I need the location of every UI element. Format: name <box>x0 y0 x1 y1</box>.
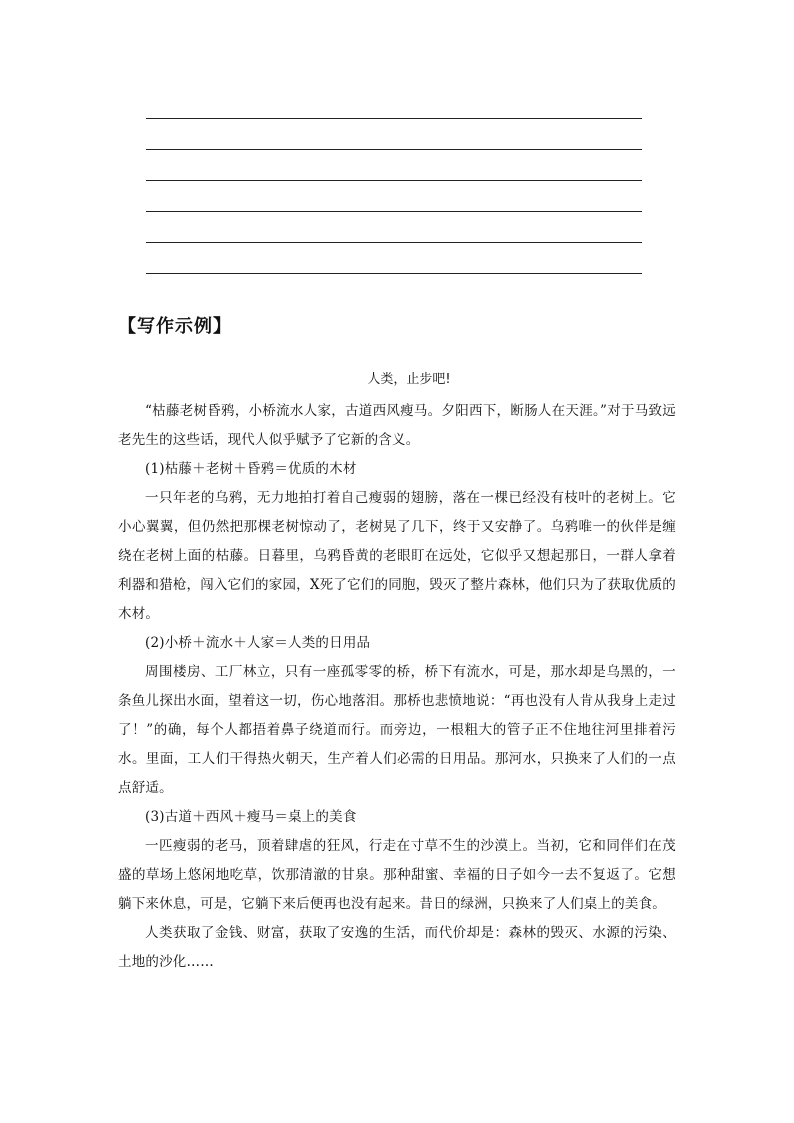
writing-line <box>146 118 642 119</box>
section-2-heading: (2)小桥＋流水＋人家＝人类的日用品 <box>145 635 371 651</box>
section-1-paragraph: 一只年老的乌鸦，无力地拍打着自己瘦弱的翅膀，落在一棵已经没有枝叶的老树上。它小心翼翼，但仍然把那棵老树惊动了，老树晃了几下，终于又安静了。乌鸦唯一的伙伴是缠绕在老树上面的枯藤。日暮里，乌鸦昏黄的老眼盯在远处，它似乎又想起那日，一群人拿着利器和猎枪，闯入它们的家园，X死了它们的同胞，毁灭了整片森林，他们只为了获取优质的木材。 <box>118 490 676 622</box>
writing-line <box>146 180 642 181</box>
writing-lines <box>146 118 642 304</box>
section-1-heading: (1)枯藤＋老树＋昏鸦＝优质的木材 <box>145 461 357 477</box>
essay-title <box>0 368 794 387</box>
essay-title-text: 人类，止步吧! <box>367 372 451 387</box>
writing-line <box>146 242 642 243</box>
section-heading: 【写作示例】 <box>118 316 232 337</box>
section-3-paragraph: 一匹瘦弱的老马，顶着肆虐的狂风，行走在寸草不生的沙漠上。当初，它和同伴们在茂盛的草场上悠闲地吃草，饮那清澈的甘泉。那种甜蜜、幸福的日子如今一去不复返了。它想躺下来休息，可是，它躺下来后便再也没有起来。昔日的绿洲，只换来了人们桌上的美食。 <box>118 838 676 912</box>
writing-line <box>146 149 642 150</box>
essay-body <box>118 397 676 977</box>
writing-line <box>146 273 642 274</box>
writing-line <box>146 211 642 212</box>
section-3-heading: (3)古道＋西风＋瘦马＝桌上的美食 <box>145 809 357 825</box>
essay-conclusion: 人类获取了金钱、财富，获取了安逸的生活，而代价却是：森林的毁灭、水源的污染、土地的沙化…… <box>118 925 676 970</box>
section-2-paragraph: 周围楼房、工厂林立，只有一座孤零零的桥，桥下有流水，可是，那水却是乌黑的，一条鱼儿探出水面，望着这一切，伤心地落泪。那桥也悲愤地说：“再也没有人肯从我身上走过了！”的确，每个人都捂着鼻子绕道而行。而旁边，一根粗大的管子正不住地往河里排着污水。里面，工人们干得热火朝天，生产着人们必需的日用品。那河水，只换来了人们的一点点舒适。 <box>118 664 676 796</box>
essay-intro: “枯藤老树昏鸦，小桥流水人家，古道西风瘦马。夕阳西下，断肠人在天涯。”对于马致远老先生的这些话，现代人似乎赋予了它新的含义。 <box>118 403 676 448</box>
